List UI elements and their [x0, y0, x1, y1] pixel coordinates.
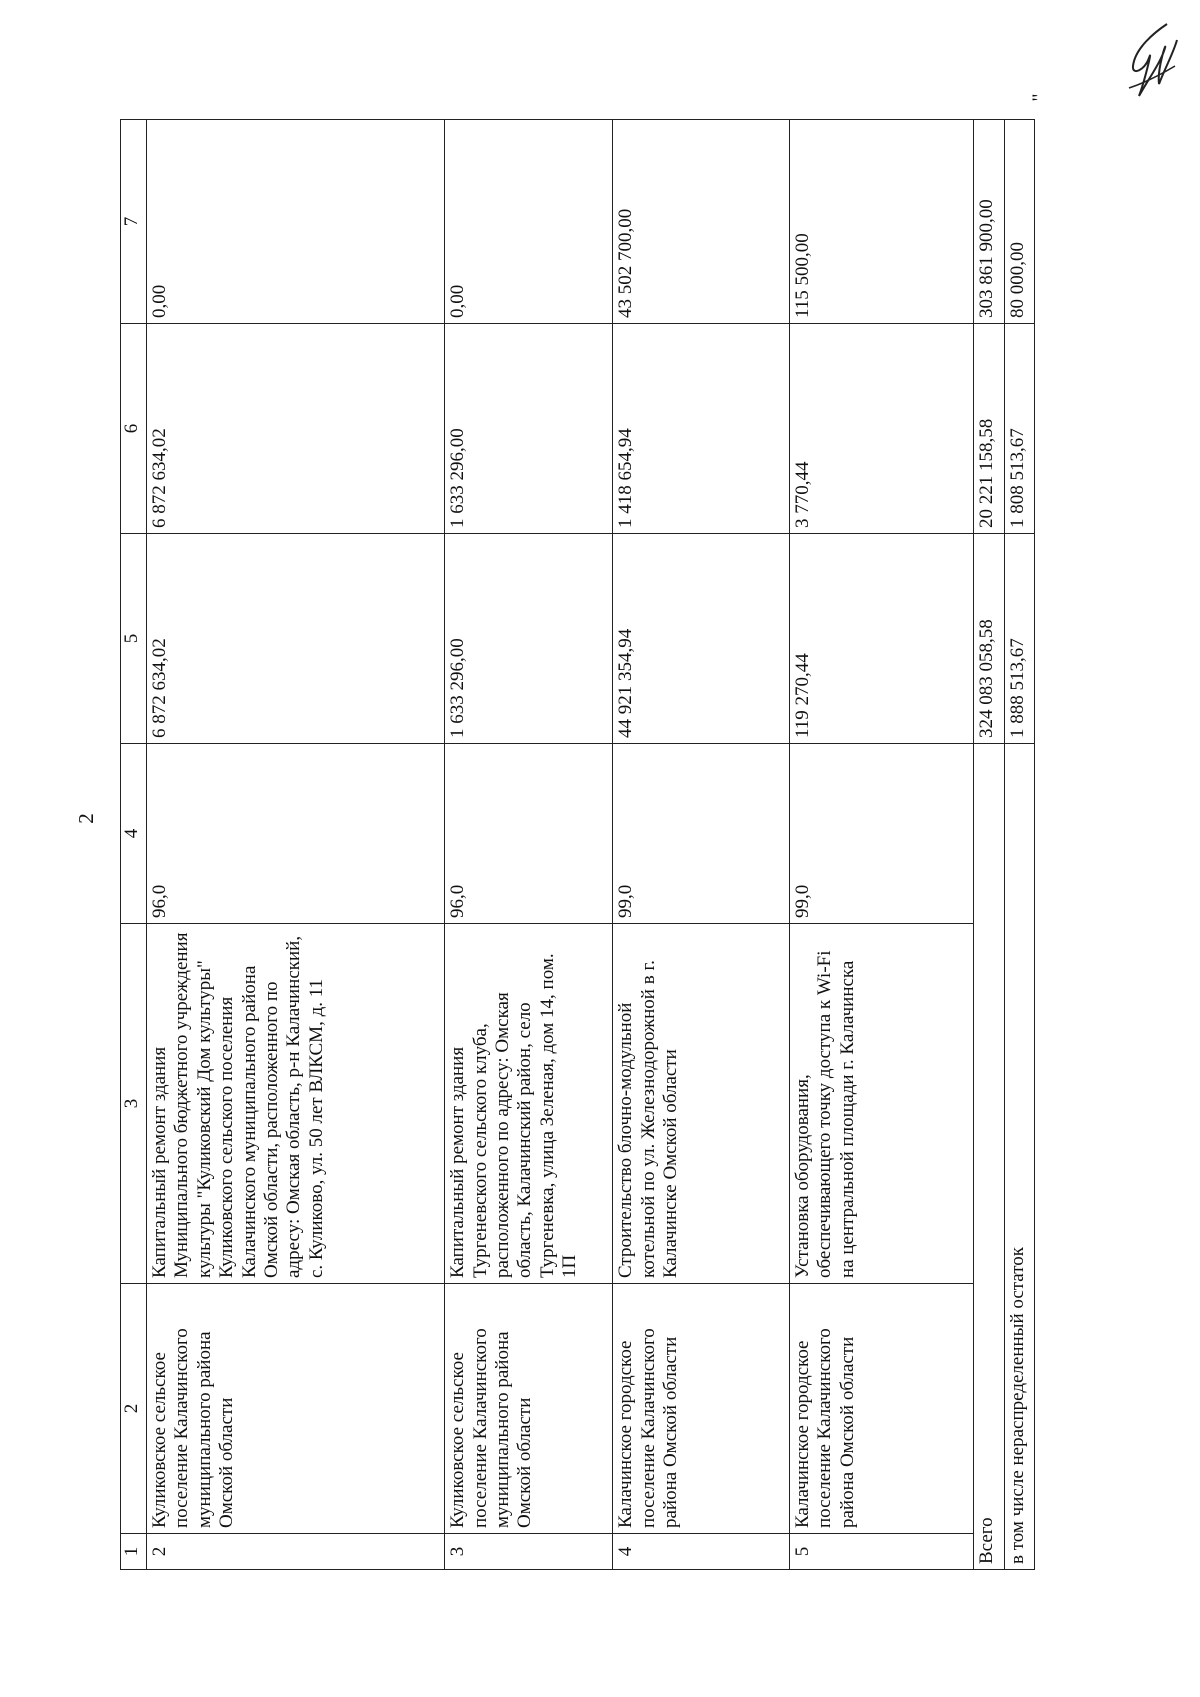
object-cell: Капитальный ремонт здания Муниципального бюджетного учреждения культуры "Куликовский Дом культуры" Куликовского сельского поселения Калачинского муниципального района Омской области, расположенного по адресу: Омская область, р-н Калачинский, с. Куликово, ул. 50 лет ВЛКСМ, д. 11 — [147, 924, 445, 1284]
percent-cell: 99,0 — [789, 744, 973, 924]
unallocated-sum-cell: 1 888 513,67 — [1004, 534, 1034, 744]
page-number: 2 — [73, 813, 98, 824]
row-number-cell: 2 — [147, 1534, 445, 1570]
unallocated-col6-cell: 1 808 513,67 — [1004, 324, 1034, 534]
percent-cell: 96,0 — [147, 744, 445, 924]
rotated-table-container — [120, 120, 1035, 1570]
percent-cell: 99,0 — [613, 744, 790, 924]
col6-cell: 6 872 634,02 — [147, 324, 445, 534]
col7-cell: 43 502 700,00 — [613, 120, 790, 324]
total-cell: 6 872 634,02 — [147, 534, 445, 744]
col7-cell: 0,00 — [445, 120, 613, 324]
total-cell: 119 270,44 — [789, 534, 973, 744]
column-number-cell: 5 — [121, 534, 147, 744]
col6-cell: 1 633 296,00 — [445, 324, 613, 534]
column-number-cell: 7 — [121, 120, 147, 324]
recipient-cell: Калачинское городское поселение Калачинского района Омской области — [613, 1284, 790, 1534]
table-row — [147, 120, 445, 1570]
column-number-cell: 2 — [121, 1284, 147, 1534]
handwritten-signature — [1115, 18, 1185, 108]
column-number-cell: 4 — [121, 744, 147, 924]
row-number-cell: 3 — [445, 1534, 613, 1570]
row-number-cell: 4 — [613, 1534, 790, 1570]
table-row — [613, 120, 790, 1570]
column-number-cell: 1 — [121, 1534, 147, 1570]
object-cell: Капитальный ремонт здания Тургеневского сельского клуба, расположенного по адресу: Омская область, Калачинский район, село Тургеневка, улица Зеленая, дом 14, пом. 1П — [445, 924, 613, 1284]
col6-cell: 1 418 654,94 — [613, 324, 790, 534]
col6-cell: 3 770,44 — [789, 324, 973, 534]
object-cell: Строительство блочно-модульной котельной по ул. Железнодорожной в г. Калачинске Омской области — [613, 924, 790, 1284]
column-number-cell: 6 — [121, 324, 147, 534]
total-col6-cell: 20 221 158,58 — [974, 324, 1004, 534]
unallocated-label-cell: в том числе нераспределенный остаток — [1004, 744, 1034, 1570]
recipient-cell: Калачинское городское поселение Калачинского района Омской области — [789, 1284, 973, 1534]
budget-allocation-table — [120, 119, 1035, 1570]
closing-quote-mark: " — [1028, 93, 1051, 102]
total-row — [974, 120, 1004, 1570]
total-col7-cell: 303 861 900,00 — [974, 120, 1004, 324]
unallocated-row — [1004, 120, 1034, 1570]
column-number-cell: 3 — [121, 924, 147, 1284]
unallocated-col7-cell: 80 000,00 — [1004, 120, 1034, 324]
percent-cell: 96,0 — [445, 744, 613, 924]
object-cell: Установка оборудования, обеспечивающего точку доступа к Wi-Fi на центральной площади г. Калачинска — [789, 924, 973, 1284]
total-sum-cell: 324 083 058,58 — [974, 534, 1004, 744]
table-row — [789, 120, 973, 1570]
column-number-row — [121, 120, 147, 1570]
col7-cell: 115 500,00 — [789, 120, 973, 324]
total-cell: 44 921 354,94 — [613, 534, 790, 744]
total-label-cell: Всего — [974, 744, 1004, 1570]
recipient-cell: Куликовское сельское поселение Калачинского муниципального района Омской области — [147, 1284, 445, 1534]
table-row — [445, 120, 613, 1570]
recipient-cell: Куликовское сельское поселение Калачинского муниципального района Омской области — [445, 1284, 613, 1534]
col7-cell: 0,00 — [147, 120, 445, 324]
row-number-cell: 5 — [789, 1534, 973, 1570]
total-cell: 1 633 296,00 — [445, 534, 613, 744]
